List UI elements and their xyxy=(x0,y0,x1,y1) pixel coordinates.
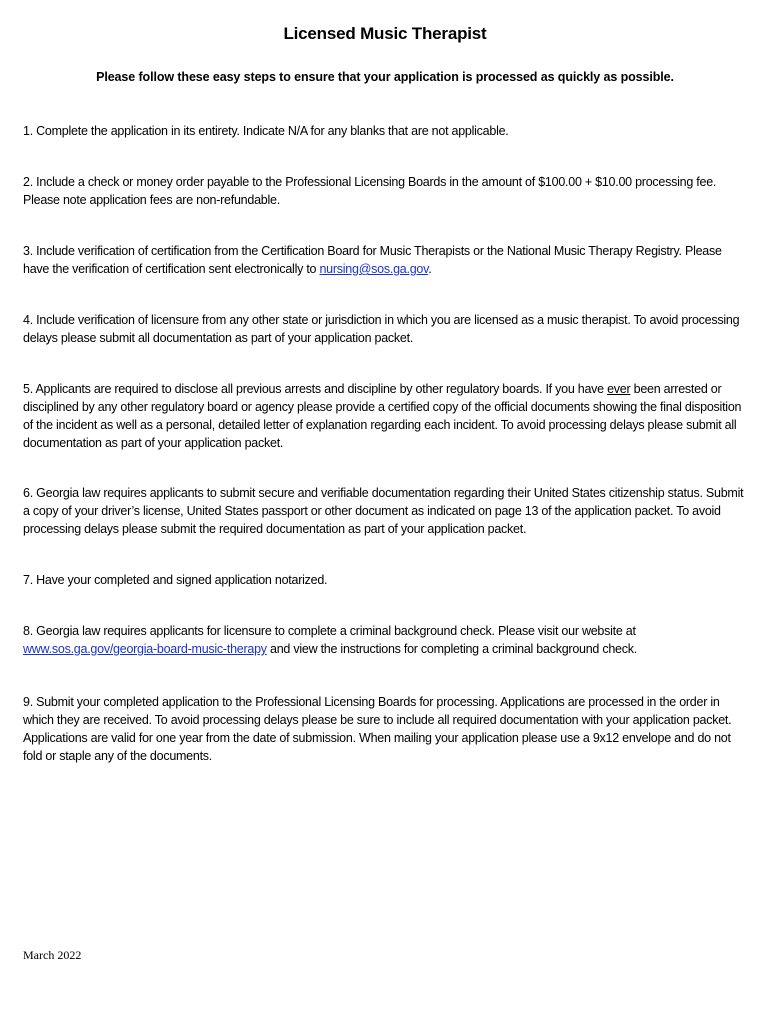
step-5-text-before: 5. Applicants are required to disclose all previous arrests and discipline by other regulatory boards. If you have xyxy=(23,382,608,396)
step-3 xyxy=(23,242,751,278)
footer-date: March 2022 xyxy=(23,948,82,962)
step-3-text-before: 3. Include verification of certification from the Certification Board for Music Therapists or the National Music Therapy Registry. Please have the verification of certification sent electronically to xyxy=(23,244,722,276)
music-therapy-board-link[interactable]: www.sos.ga.gov/georgia-board-music-therapy xyxy=(23,642,267,656)
step-1-text: 1. Complete the application in its entirety. Indicate N/A for any blanks that are not applicable. xyxy=(23,124,509,138)
ever-emphasis: ever xyxy=(607,382,631,396)
step-9 xyxy=(23,693,751,765)
step-8-text-before: 8. Georgia law requires applicants for licensure to complete a criminal background check. Please visit our website at xyxy=(23,624,636,638)
step-9-text: 9. Submit your completed application to the Professional Licensing Boards for processing. Applications are processed in the order in which they are received. To avoid processing delays please be sure to include all required documentation with your application packet. Applications are valid for one year from the date of submission. When mailing your application please use a 9x12 envelope and do not fold or staple any of the documents. xyxy=(23,695,732,763)
nursing-email-link[interactable]: nursing@sos.ga.gov xyxy=(319,262,429,276)
step-6-text: 6. Georgia law requires applicants to submit secure and verifiable documentation regarding their United States citizenship status. Submit a copy of your driver’s license, United States passport or other document as indicated on page 13 of the application packet. To avoid processing delays please submit the required documentation as part of your application packet. xyxy=(23,486,744,536)
step-8-text xyxy=(23,622,751,658)
step-7-text: 7. Have your completed and signed application notarized. xyxy=(23,573,328,587)
step-8 xyxy=(23,622,751,658)
step-1 xyxy=(23,122,751,140)
step-4 xyxy=(23,311,751,347)
step-2 xyxy=(23,173,751,209)
step-2-text: 2. Include a check or money order payable to the Professional Licensing Boards in the amount of $100.00 + $10.00 processing fee. Please note application fees are non-refundable. xyxy=(23,175,717,207)
step-5 xyxy=(23,380,751,452)
step-3-text-after: . xyxy=(428,262,432,276)
step-5-text-after: been arrested or disciplined by any other regulatory board or agency please provide a certified copy of the official documents showing the final disposition of the incident as well as a personal, detailed letter of explanation regarding each incident. To avoid processing delays please submit all documentation as part of your application packet. xyxy=(23,382,742,450)
page-title: Licensed Music Therapist xyxy=(283,24,487,43)
page-subtitle: Please follow these easy steps to ensure that your application is processed as quickly as possible. xyxy=(96,70,674,84)
step-4-text: 4. Include verification of licensure from any other state or jurisdiction in which you are licensed as a music therapist. To avoid processing delays please submit all documentation as part of your application packet. xyxy=(23,313,740,345)
step-7 xyxy=(23,571,751,589)
step-5-text xyxy=(23,380,751,452)
step-6 xyxy=(23,484,751,538)
step-3-text xyxy=(23,242,751,278)
step-8-text-after: and view the instructions for completing a criminal background check. xyxy=(266,642,637,656)
